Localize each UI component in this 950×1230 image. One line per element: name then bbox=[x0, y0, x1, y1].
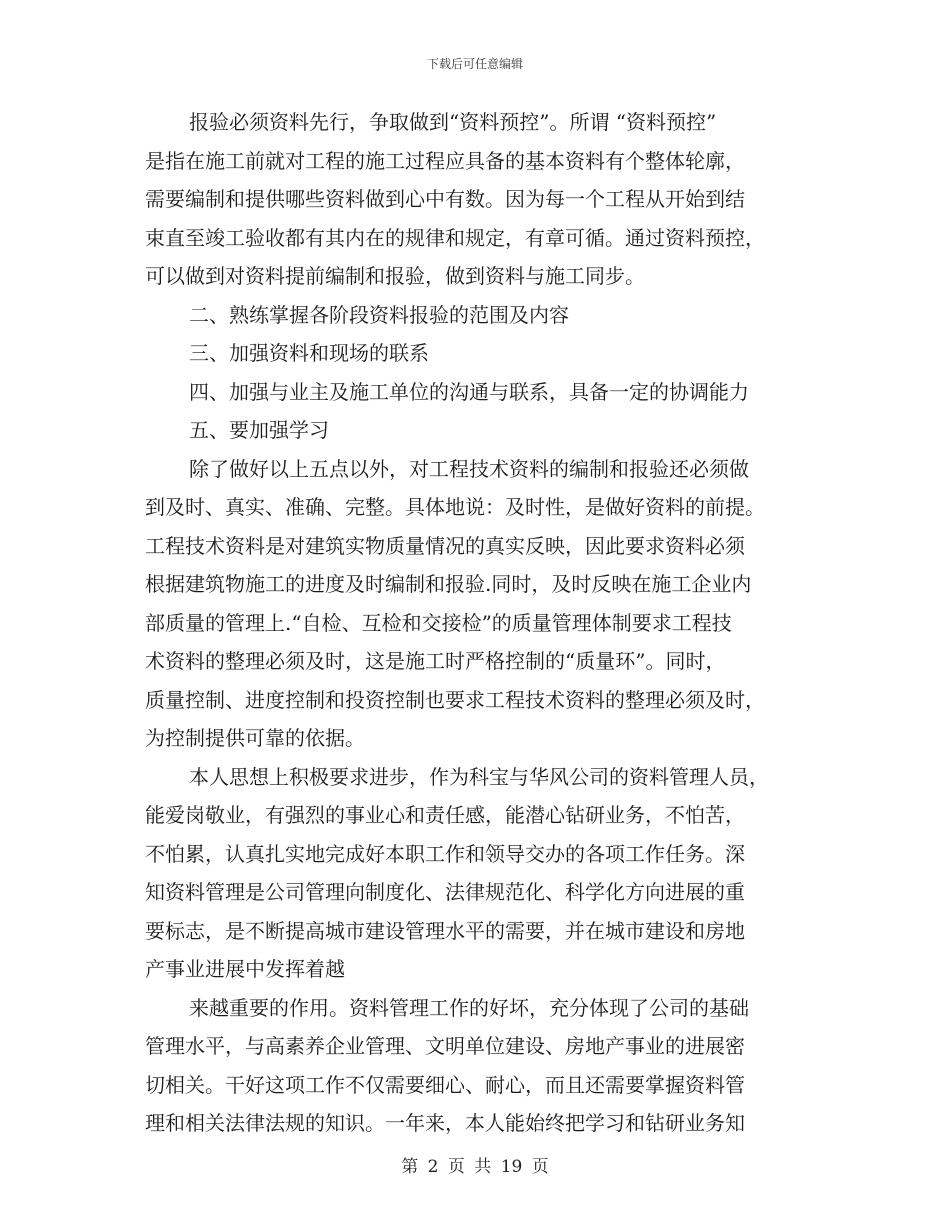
text-line: 能爱岗敬业，有强烈的事业心和责任感，能潜心钻研业务，不怕苦， bbox=[145, 803, 745, 827]
text-line: 管理水平，与高素养企业管理、文明单位建设、房地产事业的进展密 bbox=[145, 1034, 745, 1058]
text-line: 要标志，是不断提高城市建设管理水平的需要，并在城市建设和房地 bbox=[145, 918, 745, 943]
text-line: 三、加强资料和现场的联系 bbox=[189, 341, 429, 365]
text-line: 质量控制、进度控制和投资控制也要求工程技术资料的整理必须及时， bbox=[145, 687, 765, 712]
text-line: 不怕累，认真扎实地完成好本职工作和领导交办的各项工作任务。深 bbox=[145, 841, 745, 866]
text-line: 部质量的管理上.“自检、互检和交接检”的质量管理体制要求工程技 bbox=[145, 610, 732, 635]
text-line: 理和相关法律法规的知识。一年来，本人能始终把学习和钻研业务知 bbox=[145, 1111, 745, 1135]
text-line: 本人思想上积极要求进步，作为科宝与华风公司的资料管理人员， bbox=[189, 764, 769, 789]
text-line: 束直至竣工验收都有其内在的规律和规定，有章可循。通过资料预控， bbox=[145, 225, 765, 250]
text-line: 需要编制和提供哪些资料做到心中有数。因为每一个工程从开始到结 bbox=[145, 187, 745, 211]
text-line: 知资料管理是公司管理向制度化、法律规范化、科学化方向进展的重 bbox=[145, 880, 745, 904]
text-line: 可以做到对资料提前编制和报验，做到资料与施工同步。 bbox=[145, 264, 645, 288]
text-line: 工程技术资料是对建筑实物质量情况的真实反映，因此要求资料必须 bbox=[145, 533, 745, 558]
text-line: 术资料的整理必须及时，这是施工时严格控制的“质量环”。同时， bbox=[145, 649, 726, 673]
page-footer: 第 2 页 共 19 页 bbox=[401, 1157, 549, 1177]
text-line: 来越重要的作用。资料管理工作的好坏，充分体现了公司的基础 bbox=[189, 995, 749, 1020]
document-body bbox=[145, 103, 805, 1143]
text-line: 到及时、真实、准确、完整。具体地说：及时性，是做好资料的前提。 bbox=[145, 495, 765, 519]
text-line: 是指在施工前就对工程的施工过程应具备的基本资料有个整体轮廓， bbox=[145, 148, 745, 173]
text-line: 报验必须资料先行，争取做到“资料预控”。所谓 “资料预控” bbox=[189, 110, 717, 134]
page-header: 下载后可任意编辑 bbox=[426, 57, 523, 71]
text-line: 二、熟练掌握各阶段资料报验的范围及内容 bbox=[189, 302, 569, 327]
text-line: 根据建筑物施工的进度及时编制和报验.同时，及时反映在施工企业内 bbox=[145, 572, 752, 596]
text-line: 切相关。干好这项工作不仅需要细心、耐心，而且还需要掌握资料管 bbox=[145, 1072, 745, 1097]
text-line: 产事业进展中发挥着越 bbox=[145, 957, 345, 981]
text-line: 除了做好以上五点以外，对工程技术资料的编制和报验还必须做 bbox=[189, 456, 749, 481]
text-line: 五、要加强学习 bbox=[189, 418, 329, 442]
text-line: 为控制提供可靠的依据。 bbox=[145, 726, 365, 750]
text-line: 四、加强与业主及施工单位的沟通与联系，具备一定的协调能力 bbox=[189, 379, 749, 404]
